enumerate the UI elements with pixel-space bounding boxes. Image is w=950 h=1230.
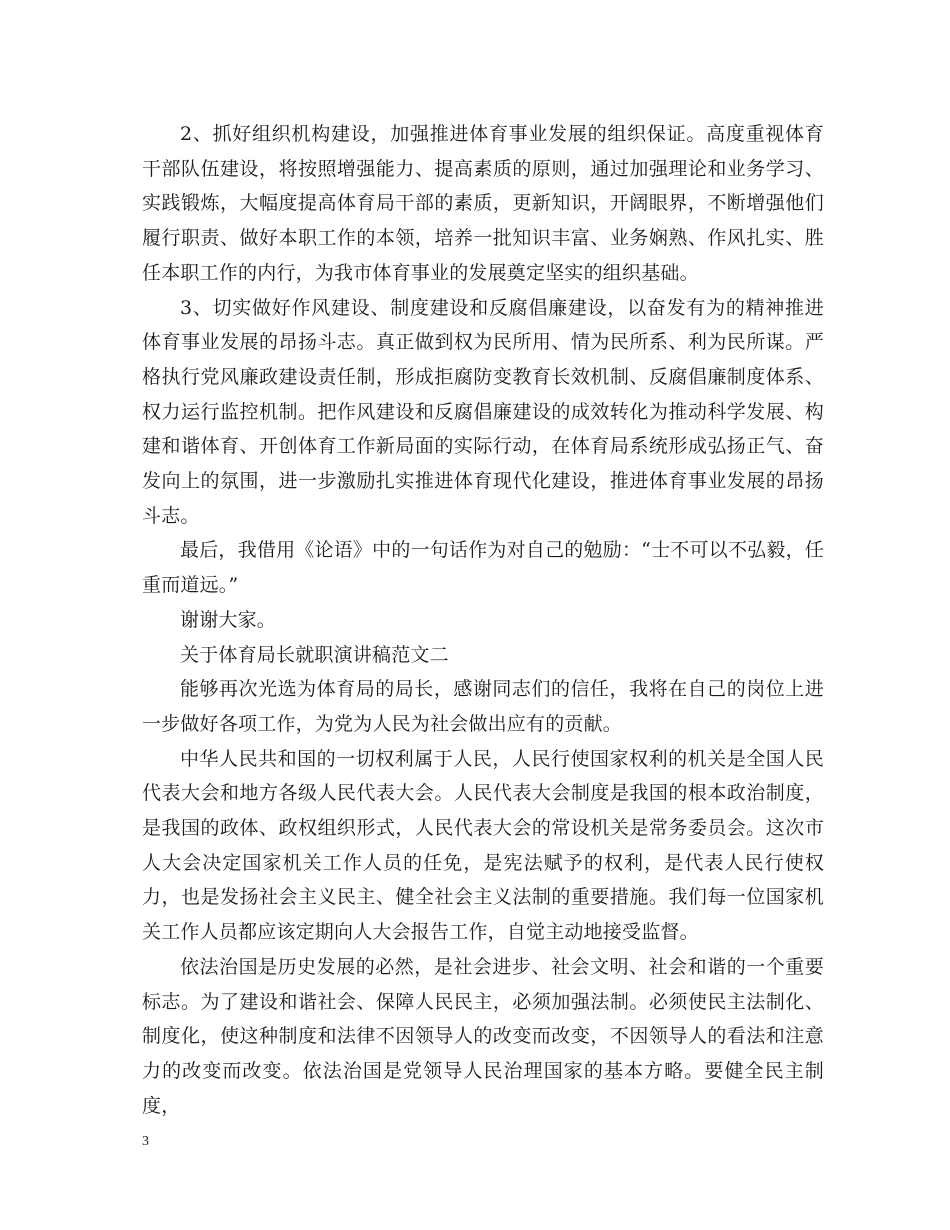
paragraph-thanks: 谢谢大家。	[180, 608, 277, 631]
document-body	[142, 117, 824, 1123]
section-heading: 关于体育局长就职演讲稿范文二	[180, 643, 449, 666]
paragraph-org-building: 2、抓好组织机构建设，加强推进体育事业发展的组织保证。高度重视体育干部队伍建设，将按照增强能力、提高素质的原则，通过加强理论和业务学习、实践锻炼，大幅度提高体育局干部的素质，更新知识，开阔眼界，不断增强他们履行职责、做好本职工作的本领，培养一批知识丰富、业务娴熟、作风扎实、胜任本职工作的内行，为我市体育事业的发展奠定坚实的组织基础。	[142, 123, 824, 284]
paragraph-closing-quote: 最后，我借用《论语》中的一句话作为对自己的勉励：“士不可以不弘毅，任重而道远。”	[142, 539, 824, 597]
paragraph-peoples-congress: 中华人民共和国的一切权利属于人民，人民行使国家权利的机关是全国人民代表大会和地方各级人民代表大会。人民代表大会制度是我国的根本政治制度，是我国的政体、政权组织形式，人民代表大会的常设机关是常务委员会。这次市人大会决定国家机关工作人员的任免，是宪法赋予的权利，是代表人民行使权力，也是发扬社会主义民主、健全社会主义法制的重要措施。我们每一位国家机关工作人员都应该定期向人大会报告工作，自觉主动地接受监督。	[142, 747, 824, 944]
paragraph-rule-of-law: 依法治国是历史发展的必然，是社会进步、社会文明、社会和谐的一个重要标志。为了建设和谐社会、保障人民民主，必须加强法制。必须使民主法制化、制度化，使这种制度和法律不因领导人的改变而改变，不因领导人的看法和注意力的改变而改变。依法治国是党领导人民治理国家的基本方略。要健全民主制度，	[142, 955, 824, 1117]
paragraph-style-building: 3、切实做好作风建设、制度建设和反腐倡廉建设，以奋发有为的精神推进体育事业发展的昂扬斗志。真正做到权为民所用、情为民所系、利为民所谋。严格执行党风廉政建设责任制，形成拒腐防变教育长效机制、反腐倡廉制度体系、权力运行监控机制。把作风建设和反腐倡廉建设的成效转化为推动科学发展、构建和谐体育、开创体育工作新局面的实际行动，在体育局系统形成弘扬正气、奋发向上的氛围，进一步激励扎实推进体育现代化建设，推进体育事业发展的昂扬斗志。	[142, 296, 824, 527]
paragraph-reelection: 能够再次光选为体育局的局长，感谢同志们的信任，我将在自己的岗位上进一步做好各项工作，为党为人民为社会做出应有的贡献。	[142, 678, 824, 735]
page-number: 3	[142, 1134, 149, 1149]
